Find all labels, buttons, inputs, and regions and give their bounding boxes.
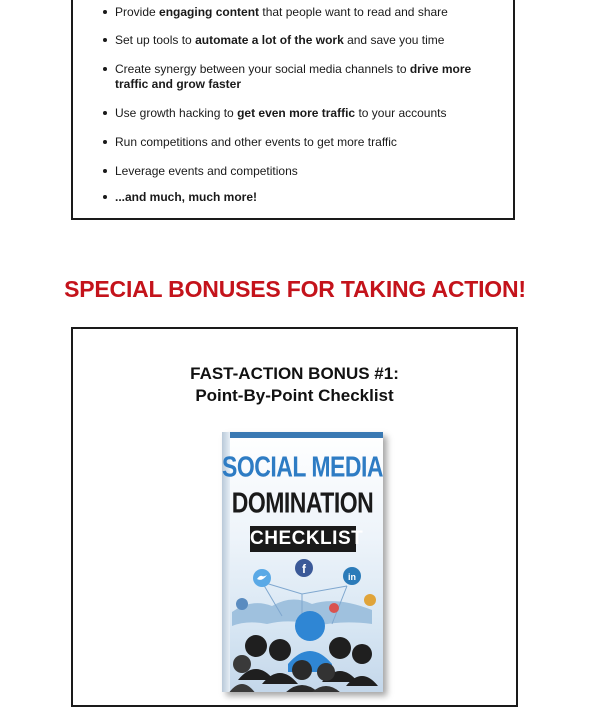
bonus-title: [73, 363, 516, 407]
cover-illustration: [222, 554, 383, 692]
linkedin-icon: [343, 567, 361, 585]
svg-text:in: in: [348, 572, 356, 582]
bonuses-headline: SPECIAL BONUSES FOR TAKING ACTION!: [64, 276, 526, 302]
bonus-title-line1: FAST-ACTION BONUS #1:: [190, 364, 399, 383]
list-item: ...and much, much more!: [115, 190, 505, 205]
cover-title-line2: DOMINATION: [231, 486, 374, 519]
list-item: Provide engaging content that people want to read and share: [115, 5, 505, 20]
cover-title-line1: SOCIAL MEDIA: [222, 450, 383, 483]
svg-text:f: f: [302, 562, 306, 576]
list-item: Create synergy between your social media channels to drive more traffic and grow faster: [115, 62, 505, 92]
cover-top-bar: [222, 432, 383, 438]
cover-title-line3: CHECKLIST: [250, 526, 356, 552]
bonus-title-line2: Point-By-Point Checklist: [195, 386, 394, 405]
bonus-box: [71, 327, 518, 707]
facebook-icon: [295, 559, 313, 577]
features-box: [71, 0, 515, 220]
list-item: Use growth hacking to get even more traffic to your accounts: [115, 106, 505, 121]
twitter-icon: [253, 569, 271, 587]
crowd-silhouettes: [228, 635, 378, 692]
list-item: Leverage events and competitions: [115, 164, 505, 179]
list-item: Run competitions and other events to get more traffic: [115, 135, 505, 150]
features-list: [73, 0, 513, 218]
list-item: Set up tools to automate a lot of the work and save you time: [115, 33, 505, 48]
checklist-cover-image: [222, 432, 383, 692]
